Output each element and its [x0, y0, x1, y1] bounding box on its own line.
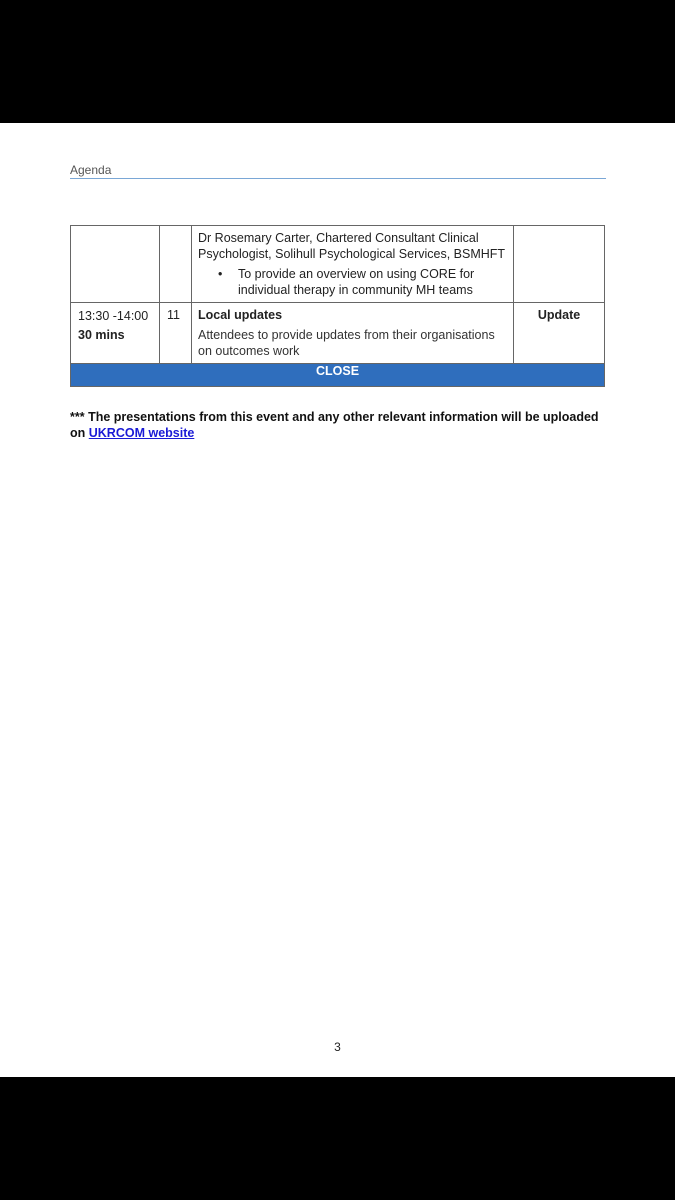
- footnote-text: *** The presentations from this event and any other relevant information will be uploaded on: [70, 410, 599, 440]
- item-description: Attendees to provide updates from their organisations on outcomes work: [198, 328, 495, 358]
- document-page: [0, 123, 675, 1077]
- ukrcom-website-link[interactable]: UKRCOM website: [88, 426, 195, 440]
- bullet-item: • To provide an overview on using CORE for individual therapy in community MH teams: [218, 267, 475, 297]
- description-cell: [192, 303, 514, 364]
- time-cell: [71, 226, 160, 303]
- type-cell: [514, 226, 605, 303]
- time-cell: [71, 303, 160, 364]
- page-header-title: Agenda: [70, 163, 112, 177]
- item-number-cell: [160, 226, 192, 303]
- item-number: 11: [167, 308, 180, 322]
- session-duration: 30 mins: [78, 328, 125, 342]
- close-bar: CLOSE: [71, 364, 605, 387]
- footnote: [70, 409, 610, 441]
- speaker-text: Dr Rosemary Carter, Chartered Consultant Clinical Psychologist, Solihull Psychological Services, BSMHFT: [198, 231, 506, 261]
- page-number: 3: [334, 1040, 341, 1054]
- table-row: [71, 303, 605, 364]
- item-title: Local updates: [198, 308, 283, 322]
- agenda-table: [70, 225, 605, 387]
- bullet-list: [198, 266, 507, 298]
- table-row: [71, 226, 605, 303]
- item-number-cell: [160, 303, 192, 364]
- close-row: [71, 364, 605, 387]
- session-time: 13:30 -14:00: [78, 309, 149, 323]
- item-type: Update: [537, 308, 581, 322]
- header-divider: [70, 178, 606, 179]
- type-cell: [514, 303, 605, 364]
- bullet-icon: •: [218, 267, 223, 281]
- description-cell: [192, 226, 514, 303]
